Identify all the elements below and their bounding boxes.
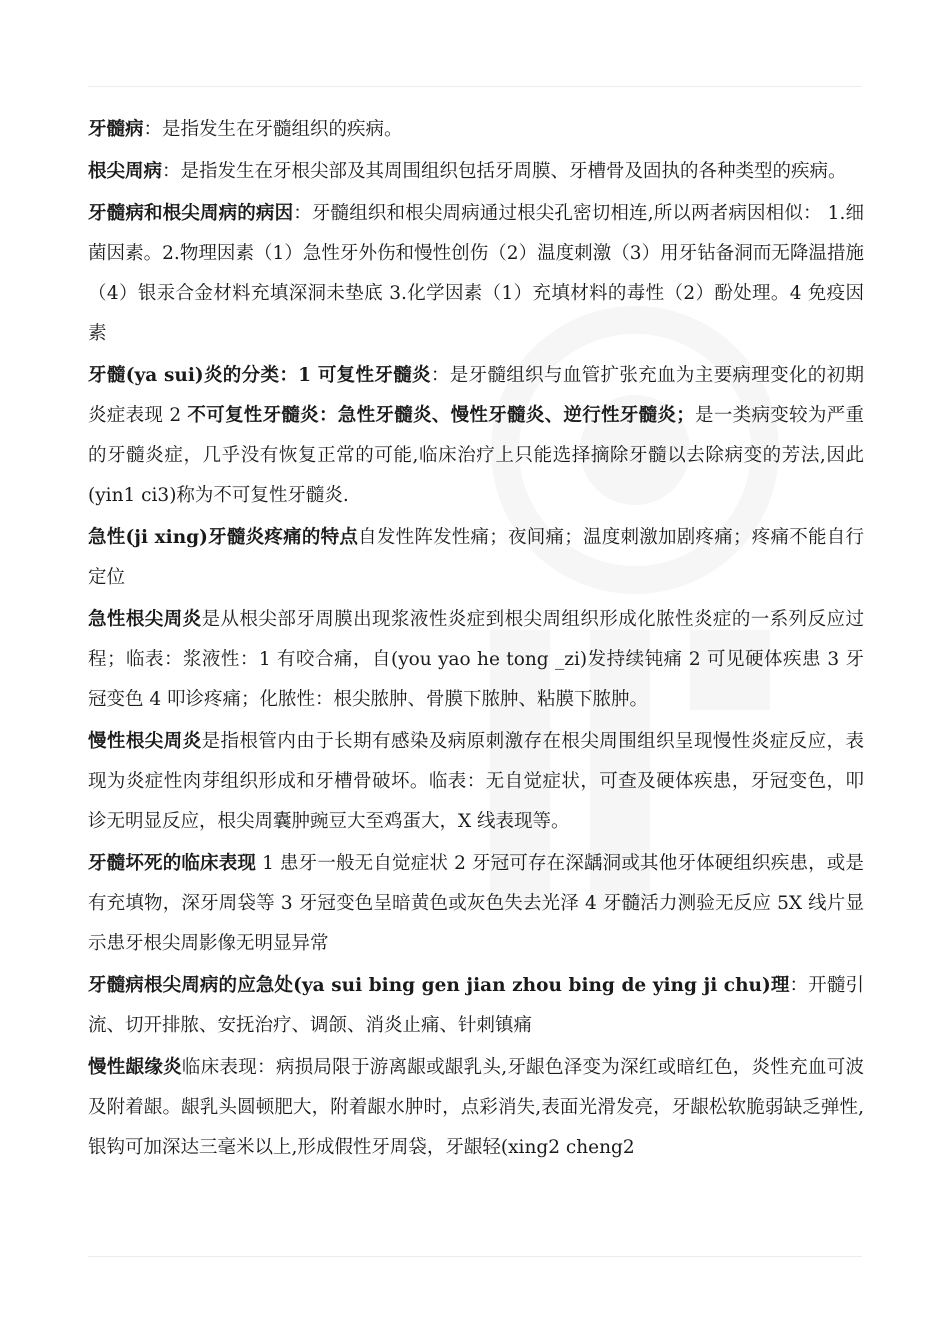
paragraph-text: 1 患牙一般无自觉症状 2 牙冠可存在深龋洞或其他牙体硬组织疾患，或是有充填物，深牙周袋等 3 牙冠变色呈暗黄色或灰色失去光泽 4 牙髓活力测验无反应 5X 线片显示患牙根尖周影像无明显异常 [88,853,864,954]
paragraph-text: ：开髓引流、切开排脓、安抚治疗、调颌、消炎止痛、针刺镇痛 [88,975,864,1036]
paragraph [88,356,864,516]
paragraph-text: 临床表现：病损局限于游离龈或龈乳头,牙龈色泽变为深红或暗红色，炎性充血可波及附着龈。龈乳头圆顿肥大，附着龈水肿时，点彩消失,表面光滑发亮，牙龈松软脆弱缺乏弹性,银钩可加深达三毫米以上,形成假性牙周袋，牙龈轻(xing2 cheng2 [88,1057,864,1158]
paragraph-text: ：是牙髓组织与血管扩张充血为主要病理变化的初期炎症表现 2 [88,365,864,426]
paragraph [88,1048,864,1168]
paragraph [88,194,864,354]
paragraph-text: ：牙髓组织和根尖周病通过根尖孔密切相连,所以两者病因相似： 1.细菌因素。2.物理因素（1）急性牙外伤和慢性创伤（2）温度刺激（3）用牙钻备洞而无降温措施（4）银汞合金材料充填深洞未垫底 3.化学因素（1）充填材料的毒性（2）酚处理。4 免疫因素 [88,203,864,344]
paragraph [88,110,864,150]
paragraph [88,152,864,192]
term-heading: 牙髓病 [88,119,144,140]
term-heading: 急性根尖周炎 [88,609,202,630]
term-heading: 慢性龈缘炎 [88,1057,182,1078]
term-heading: 不可复性牙髓炎：急性牙髓炎、慢性牙髓炎、逆行性牙髓炎； [187,405,695,426]
term-heading: 牙髓坏死的临床表现 [88,853,257,874]
paragraph [88,844,864,964]
paragraph-text: ：是指发生在牙根尖部及其周围组织包括牙周膜、牙槽骨及固执的各种类型的疾病。 [162,161,847,182]
term-heading: 急性(ji xing)牙髓炎疼痛的特点 [88,527,359,548]
term-heading: 牙髓(ya sui)炎的分类：1 可复性牙髓炎 [88,365,431,386]
term-heading: 牙髓病根尖周病的应急处(ya sui bing gen jian zhou bing de ying ji chu)理 [88,975,790,996]
paragraph [88,722,864,842]
paragraph-text: 是指根管内由于长期有感染及病原刺激存在根尖周围组织呈现慢性炎症反应，表现为炎症性肉芽组织形成和牙槽骨破坏。临表：无自觉症状，可查及硬体疾患，牙冠变色，叩诊无明显反应，根尖周囊肿豌豆大至鸡蛋大，X 线表现等。 [88,731,864,832]
footer-rule [88,1256,862,1257]
paragraph [88,966,864,1046]
paragraph [88,518,864,598]
term-heading: 牙髓病和根尖周病的病因 [88,203,294,224]
paragraph-text: 自发性阵发性痛；夜间痛；温度刺激加剧疼痛；疼痛不能自行定位 [88,527,864,588]
document-body [88,110,864,1170]
paragraph-text: ：是指发生在牙髓组织的疾病。 [143,119,403,140]
term-heading: 慢性根尖周炎 [88,731,202,752]
header-rule [88,86,862,87]
term-heading: 根尖周病 [88,161,163,182]
paragraph [88,600,864,720]
paragraph-text: 是一类病变较为严重的牙髓炎症，几乎没有恢复正常的可能,临床治疗上只能选择摘除牙髓以去除病变的芳法,因此(yin1 ci3)称为不可复性牙髓炎. [88,405,864,506]
paragraph-text: 是从根尖部牙周膜出现浆液性炎症到根尖周组织形成化脓性炎症的一系列反应过程；临表：浆液性：1 有咬合痛，自(you yao he tong _zi)发持续钝痛 2 可见硬体疾患 3 牙冠变色 4 叩诊疼痛；化脓性：根尖脓肿、骨膜下脓肿、粘膜下脓肿。 [88,609,864,710]
